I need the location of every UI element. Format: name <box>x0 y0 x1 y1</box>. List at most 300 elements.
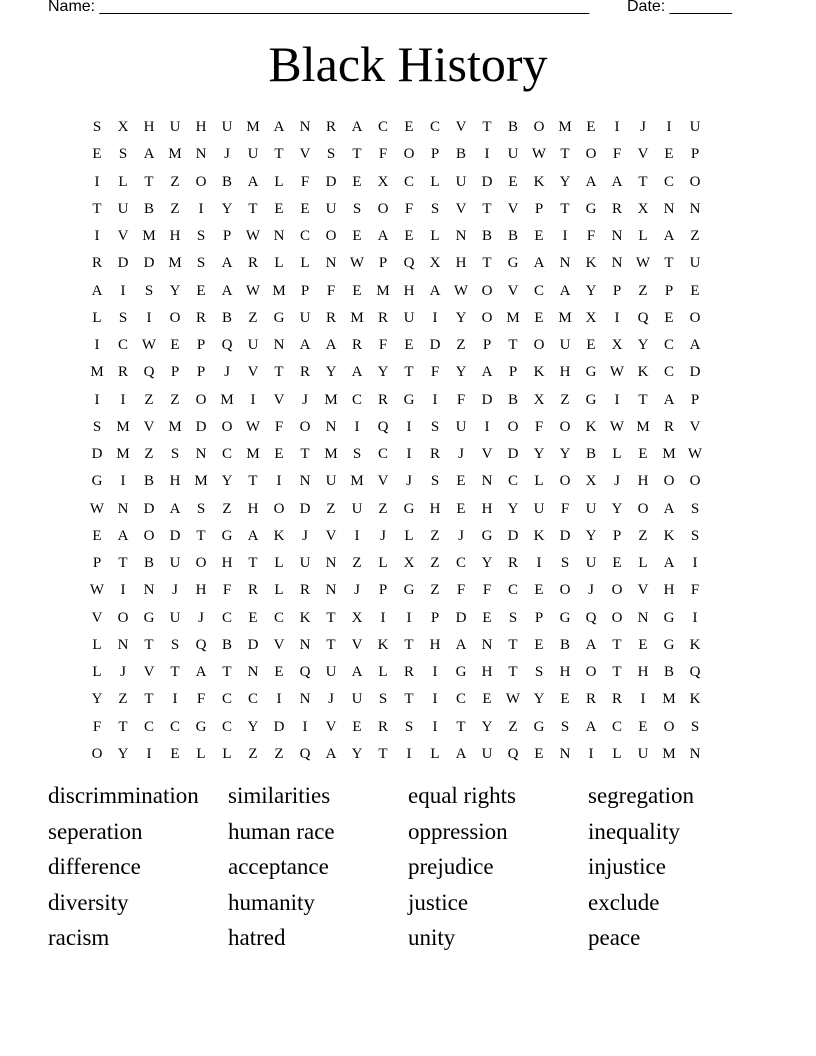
grid-letter[interactable]: E <box>170 337 180 354</box>
grid-letter[interactable]: C <box>663 337 674 354</box>
grid-letter[interactable]: D <box>507 527 519 544</box>
grid-letter[interactable]: O <box>273 500 285 517</box>
grid-letter[interactable]: C <box>299 228 310 245</box>
grid-letter[interactable]: G <box>195 718 207 735</box>
grid-letter[interactable]: A <box>585 718 597 735</box>
grid-letter[interactable]: J <box>354 582 360 599</box>
grid-letter[interactable]: D <box>91 446 103 463</box>
grid-letter[interactable]: L <box>274 173 284 190</box>
grid-letter[interactable]: F <box>534 418 544 435</box>
grid-letter[interactable]: E <box>508 173 518 190</box>
grid-letter[interactable]: P <box>378 582 388 599</box>
grid-letter[interactable]: O <box>663 473 675 490</box>
grid-letter[interactable]: Y <box>221 200 233 217</box>
grid-letter[interactable]: R <box>663 418 674 435</box>
grid-letter[interactable]: S <box>690 527 700 544</box>
grid-letter[interactable]: B <box>507 228 518 245</box>
grid-letter[interactable]: W <box>687 446 703 463</box>
grid-letter[interactable]: I <box>120 473 126 490</box>
grid-letter[interactable]: E <box>274 200 284 217</box>
grid-letter[interactable]: I <box>692 555 698 572</box>
grid-letter[interactable]: W <box>609 364 625 381</box>
grid-letter[interactable]: D <box>247 636 259 653</box>
grid-letter[interactable]: P <box>222 228 232 245</box>
grid-letter[interactable]: P <box>482 337 492 354</box>
grid-letter[interactable]: C <box>507 473 518 490</box>
grid-letter[interactable]: Z <box>352 555 362 572</box>
grid-letter[interactable]: G <box>143 609 155 626</box>
grid-letter[interactable]: A <box>247 527 259 544</box>
grid-letter[interactable]: E <box>560 691 570 708</box>
grid-letter[interactable]: I <box>432 691 438 708</box>
grid-letter[interactable]: E <box>404 119 414 136</box>
grid-letter[interactable]: R <box>403 664 414 681</box>
grid-letter[interactable]: O <box>143 527 155 544</box>
grid-letter[interactable]: J <box>120 664 126 681</box>
grid-letter[interactable]: A <box>91 282 103 299</box>
grid-letter[interactable]: P <box>534 609 544 626</box>
grid-letter[interactable]: V <box>637 582 649 599</box>
grid-letter[interactable]: G <box>585 200 597 217</box>
grid-letter[interactable]: P <box>92 555 102 572</box>
grid-letter[interactable]: P <box>690 146 700 163</box>
grid-letter[interactable]: A <box>351 664 363 681</box>
grid-letter[interactable]: S <box>430 473 440 490</box>
grid-letter[interactable]: F <box>222 582 232 599</box>
grid-letter[interactable]: A <box>611 173 623 190</box>
grid-letter[interactable]: S <box>92 119 102 136</box>
grid-letter[interactable]: O <box>689 473 701 490</box>
grid-letter[interactable]: V <box>377 473 389 490</box>
grid-letter[interactable]: L <box>92 309 102 326</box>
grid-letter[interactable]: U <box>403 309 415 326</box>
grid-letter[interactable]: V <box>325 718 337 735</box>
grid-letter[interactable]: D <box>299 500 311 517</box>
grid-letter[interactable]: U <box>585 555 597 572</box>
grid-letter[interactable]: B <box>143 473 154 490</box>
grid-letter[interactable]: W <box>245 282 261 299</box>
grid-letter[interactable]: Y <box>455 364 467 381</box>
grid-letter[interactable]: N <box>559 745 571 762</box>
grid-letter[interactable]: E <box>690 282 700 299</box>
grid-letter[interactable]: U <box>689 255 701 272</box>
grid-letter[interactable]: A <box>247 173 259 190</box>
grid-letter[interactable]: Y <box>507 500 519 517</box>
grid-letter[interactable]: O <box>559 418 571 435</box>
grid-letter[interactable]: E <box>534 228 544 245</box>
grid-letter[interactable]: C <box>221 446 232 463</box>
grid-letter[interactable]: S <box>534 664 544 681</box>
grid-letter[interactable]: N <box>117 636 129 653</box>
grid-letter[interactable]: C <box>221 609 232 626</box>
grid-letter[interactable]: R <box>299 364 310 381</box>
grid-letter[interactable]: M <box>246 119 260 136</box>
grid-letter[interactable]: S <box>560 718 570 735</box>
grid-letter[interactable]: W <box>89 582 105 599</box>
grid-letter[interactable]: O <box>559 473 571 490</box>
grid-letter[interactable]: P <box>612 282 622 299</box>
grid-letter[interactable]: S <box>196 500 206 517</box>
grid-letter[interactable]: E <box>352 718 362 735</box>
grid-letter[interactable]: M <box>558 119 572 136</box>
grid-letter[interactable]: U <box>559 337 571 354</box>
grid-letter[interactable]: E <box>534 745 544 762</box>
grid-letter[interactable]: H <box>637 473 649 490</box>
grid-letter[interactable]: A <box>273 119 285 136</box>
grid-letter[interactable]: Y <box>351 745 363 762</box>
grid-letter[interactable]: U <box>247 337 259 354</box>
grid-letter[interactable]: I <box>562 228 568 245</box>
grid-letter[interactable]: U <box>169 119 181 136</box>
grid-letter[interactable]: O <box>689 173 701 190</box>
grid-letter[interactable]: E <box>534 309 544 326</box>
grid-letter[interactable]: N <box>195 146 207 163</box>
grid-letter[interactable]: U <box>247 146 259 163</box>
grid-letter[interactable]: J <box>224 364 230 381</box>
grid-letter[interactable]: A <box>689 337 701 354</box>
grid-letter[interactable]: E <box>612 555 622 572</box>
grid-letter[interactable]: S <box>118 146 128 163</box>
grid-letter[interactable]: E <box>586 119 596 136</box>
grid-letter[interactable]: E <box>664 309 674 326</box>
grid-letter[interactable]: J <box>458 527 464 544</box>
grid-letter[interactable]: G <box>507 255 519 272</box>
grid-letter[interactable]: E <box>456 473 466 490</box>
grid-letter[interactable]: Y <box>585 527 597 544</box>
grid-letter[interactable]: L <box>196 745 206 762</box>
grid-letter[interactable]: S <box>560 555 570 572</box>
grid-letter[interactable]: T <box>274 364 284 381</box>
grid-letter[interactable]: O <box>611 582 623 599</box>
grid-letter[interactable]: I <box>692 609 698 626</box>
grid-letter[interactable]: B <box>663 664 674 681</box>
grid-letter[interactable]: U <box>299 309 311 326</box>
grid-letter[interactable]: E <box>638 636 648 653</box>
grid-letter[interactable]: I <box>354 418 360 435</box>
grid-letter[interactable]: A <box>455 636 467 653</box>
grid-letter[interactable]: O <box>689 309 701 326</box>
grid-letter[interactable]: Y <box>169 282 181 299</box>
grid-letter[interactable]: C <box>117 337 128 354</box>
grid-letter[interactable]: G <box>533 718 545 735</box>
grid-letter[interactable]: X <box>377 173 389 190</box>
grid-letter[interactable]: L <box>612 446 622 463</box>
grid-letter[interactable]: S <box>378 691 388 708</box>
grid-letter[interactable]: F <box>456 391 466 408</box>
grid-letter[interactable]: N <box>273 228 285 245</box>
grid-letter[interactable]: Z <box>222 500 232 517</box>
grid-letter[interactable]: V <box>299 146 311 163</box>
grid-letter[interactable]: I <box>120 582 126 599</box>
grid-letter[interactable]: V <box>637 146 649 163</box>
grid-letter[interactable]: P <box>300 282 310 299</box>
grid-letter[interactable]: T <box>638 391 648 408</box>
grid-letter[interactable]: Y <box>637 337 649 354</box>
grid-letter[interactable]: I <box>614 119 620 136</box>
grid-letter[interactable]: S <box>170 446 180 463</box>
grid-letter[interactable]: E <box>482 691 492 708</box>
grid-letter[interactable]: G <box>403 391 415 408</box>
grid-letter[interactable]: P <box>430 146 440 163</box>
grid-letter[interactable]: T <box>118 718 128 735</box>
grid-letter[interactable]: A <box>663 391 675 408</box>
grid-letter[interactable]: J <box>380 527 386 544</box>
grid-letter[interactable]: U <box>325 473 337 490</box>
grid-letter[interactable]: Z <box>430 555 440 572</box>
grid-letter[interactable]: Z <box>326 500 336 517</box>
grid-letter[interactable]: K <box>637 364 649 381</box>
grid-letter[interactable]: P <box>664 282 674 299</box>
grid-letter[interactable]: E <box>456 500 466 517</box>
grid-letter[interactable]: W <box>349 255 365 272</box>
grid-letter[interactable]: S <box>118 309 128 326</box>
grid-letter[interactable]: L <box>300 255 310 272</box>
grid-letter[interactable]: S <box>690 500 700 517</box>
grid-letter[interactable]: I <box>198 200 204 217</box>
grid-letter[interactable]: N <box>247 664 259 681</box>
grid-letter[interactable]: A <box>325 337 337 354</box>
grid-letter[interactable]: O <box>585 664 597 681</box>
grid-letter[interactable]: I <box>536 555 542 572</box>
grid-letter[interactable]: Y <box>325 364 337 381</box>
grid-letter[interactable]: K <box>689 636 701 653</box>
grid-letter[interactable]: V <box>273 636 285 653</box>
grid-letter[interactable]: P <box>534 200 544 217</box>
grid-letter[interactable]: D <box>117 255 129 272</box>
grid-letter[interactable]: N <box>611 228 623 245</box>
grid-letter[interactable]: E <box>534 582 544 599</box>
grid-letter[interactable]: Z <box>144 391 154 408</box>
grid-letter[interactable]: E <box>638 446 648 463</box>
grid-letter[interactable]: L <box>92 664 102 681</box>
grid-letter[interactable]: P <box>196 337 206 354</box>
grid-letter[interactable]: R <box>611 691 622 708</box>
grid-letter[interactable]: X <box>403 555 415 572</box>
grid-letter[interactable]: O <box>611 609 623 626</box>
grid-letter[interactable]: H <box>143 119 155 136</box>
grid-letter[interactable]: A <box>559 282 571 299</box>
grid-letter[interactable]: S <box>352 200 362 217</box>
grid-letter[interactable]: K <box>585 418 597 435</box>
grid-letter[interactable]: V <box>91 609 103 626</box>
grid-letter[interactable]: E <box>170 745 180 762</box>
grid-letter[interactable]: J <box>172 582 178 599</box>
grid-letter[interactable]: Z <box>430 582 440 599</box>
grid-letter[interactable]: R <box>325 309 336 326</box>
grid-letter[interactable]: D <box>429 337 441 354</box>
grid-letter[interactable]: W <box>609 418 625 435</box>
grid-letter[interactable]: M <box>662 446 676 463</box>
grid-letter[interactable]: Z <box>690 228 700 245</box>
grid-letter[interactable]: B <box>507 119 518 136</box>
grid-letter[interactable]: N <box>689 745 701 762</box>
grid-letter[interactable]: T <box>612 664 622 681</box>
grid-letter[interactable]: A <box>325 745 337 762</box>
grid-letter[interactable]: A <box>117 527 129 544</box>
grid-letter[interactable]: F <box>92 718 102 735</box>
grid-letter[interactable]: A <box>299 337 311 354</box>
grid-letter[interactable]: E <box>534 636 544 653</box>
grid-letter[interactable]: U <box>507 146 519 163</box>
grid-letter[interactable]: A <box>663 555 675 572</box>
grid-letter[interactable]: I <box>94 173 100 190</box>
grid-letter[interactable]: S <box>430 200 440 217</box>
grid-letter[interactable]: J <box>198 609 204 626</box>
grid-letter[interactable]: Q <box>377 418 389 435</box>
grid-letter[interactable]: X <box>117 119 129 136</box>
grid-letter[interactable]: V <box>143 418 155 435</box>
grid-letter[interactable]: M <box>662 745 676 762</box>
grid-letter[interactable]: J <box>614 473 620 490</box>
grid-letter[interactable]: O <box>221 418 233 435</box>
grid-letter[interactable]: V <box>481 446 493 463</box>
grid-letter[interactable]: M <box>350 473 364 490</box>
grid-letter[interactable]: G <box>403 500 415 517</box>
grid-letter[interactable]: D <box>507 446 519 463</box>
grid-letter[interactable]: Y <box>559 173 571 190</box>
grid-letter[interactable]: F <box>300 173 310 190</box>
grid-letter[interactable]: U <box>533 500 545 517</box>
grid-letter[interactable]: L <box>638 555 648 572</box>
grid-letter[interactable]: Y <box>221 473 233 490</box>
grid-letter[interactable]: V <box>143 664 155 681</box>
grid-letter[interactable]: R <box>247 255 258 272</box>
grid-letter[interactable]: Q <box>507 745 519 762</box>
grid-letter[interactable]: P <box>612 527 622 544</box>
grid-letter[interactable]: Y <box>533 691 545 708</box>
grid-letter[interactable]: D <box>169 527 181 544</box>
grid-letter[interactable]: I <box>276 473 282 490</box>
grid-letter[interactable]: I <box>432 664 438 681</box>
grid-letter[interactable]: B <box>585 446 596 463</box>
grid-letter[interactable]: L <box>430 173 440 190</box>
grid-letter[interactable]: B <box>143 555 154 572</box>
grid-letter[interactable]: X <box>533 391 545 408</box>
grid-letter[interactable]: Y <box>533 446 545 463</box>
grid-letter[interactable]: P <box>170 364 180 381</box>
grid-letter[interactable]: W <box>453 282 469 299</box>
grid-letter[interactable]: J <box>302 527 308 544</box>
grid-letter[interactable]: R <box>377 391 388 408</box>
grid-letter[interactable]: Q <box>689 664 701 681</box>
grid-letter[interactable]: T <box>144 691 154 708</box>
grid-letter[interactable]: O <box>481 282 493 299</box>
grid-letter[interactable]: B <box>507 391 518 408</box>
grid-letter[interactable]: I <box>432 309 438 326</box>
grid-letter[interactable]: C <box>663 173 674 190</box>
grid-letter[interactable]: D <box>195 418 207 435</box>
grid-letter[interactable]: I <box>406 745 412 762</box>
grid-letter[interactable]: I <box>250 391 256 408</box>
grid-letter[interactable]: L <box>430 228 440 245</box>
grid-letter[interactable]: H <box>663 582 675 599</box>
grid-letter[interactable]: T <box>560 200 570 217</box>
grid-letter[interactable]: C <box>351 391 362 408</box>
grid-letter[interactable]: M <box>636 418 650 435</box>
grid-letter[interactable]: A <box>481 364 493 381</box>
grid-letter[interactable]: F <box>378 146 388 163</box>
grid-letter[interactable]: T <box>508 636 518 653</box>
grid-letter[interactable]: J <box>302 391 308 408</box>
grid-letter[interactable]: D <box>455 609 467 626</box>
grid-letter[interactable]: I <box>614 309 620 326</box>
grid-letter[interactable]: K <box>689 691 701 708</box>
grid-letter[interactable]: L <box>118 173 128 190</box>
grid-letter[interactable]: F <box>196 691 206 708</box>
grid-letter[interactable]: S <box>404 718 414 735</box>
grid-letter[interactable]: E <box>482 609 492 626</box>
grid-letter[interactable]: I <box>302 718 308 735</box>
name-field[interactable]: Name: _______________________________________________________ <box>48 0 589 15</box>
grid-letter[interactable]: Q <box>637 309 649 326</box>
grid-letter[interactable]: X <box>585 473 597 490</box>
grid-letter[interactable]: E <box>248 609 258 626</box>
grid-letter[interactable]: X <box>611 337 623 354</box>
grid-letter[interactable]: N <box>637 609 649 626</box>
grid-letter[interactable]: L <box>222 745 232 762</box>
grid-letter[interactable]: F <box>326 282 336 299</box>
grid-letter[interactable]: T <box>222 664 232 681</box>
grid-letter[interactable]: R <box>195 309 206 326</box>
grid-letter[interactable]: O <box>169 309 181 326</box>
grid-letter[interactable]: Z <box>274 745 284 762</box>
grid-letter[interactable]: Q <box>221 337 233 354</box>
grid-letter[interactable]: I <box>94 391 100 408</box>
grid-letter[interactable]: P <box>508 364 518 381</box>
grid-letter[interactable]: L <box>274 555 284 572</box>
grid-letter[interactable]: U <box>325 664 337 681</box>
grid-letter[interactable]: Z <box>378 500 388 517</box>
grid-letter[interactable]: M <box>220 391 234 408</box>
grid-letter[interactable]: S <box>196 255 206 272</box>
grid-letter[interactable]: G <box>481 527 493 544</box>
grid-letter[interactable]: W <box>89 500 105 517</box>
grid-letter[interactable]: Z <box>248 309 258 326</box>
grid-letter[interactable]: H <box>169 228 181 245</box>
grid-letter[interactable]: A <box>455 745 467 762</box>
grid-letter[interactable]: E <box>92 527 102 544</box>
grid-letter[interactable]: D <box>273 718 285 735</box>
grid-letter[interactable]: G <box>585 391 597 408</box>
grid-letter[interactable]: M <box>350 309 364 326</box>
grid-letter[interactable]: L <box>612 745 622 762</box>
grid-letter[interactable]: N <box>481 473 493 490</box>
grid-letter[interactable]: O <box>377 200 389 217</box>
grid-letter[interactable]: U <box>351 500 363 517</box>
grid-letter[interactable]: N <box>559 255 571 272</box>
grid-letter[interactable]: U <box>169 555 181 572</box>
grid-letter[interactable]: A <box>221 282 233 299</box>
grid-letter[interactable]: Z <box>170 200 180 217</box>
grid-letter[interactable]: F <box>456 582 466 599</box>
grid-letter[interactable]: E <box>404 337 414 354</box>
grid-letter[interactable]: R <box>351 337 362 354</box>
grid-letter[interactable]: A <box>663 500 675 517</box>
grid-letter[interactable]: R <box>91 255 102 272</box>
grid-letter[interactable]: O <box>195 555 207 572</box>
grid-letter[interactable]: D <box>559 527 571 544</box>
grid-letter[interactable]: G <box>663 609 675 626</box>
grid-letter[interactable]: G <box>403 582 415 599</box>
grid-letter[interactable]: H <box>247 500 259 517</box>
grid-letter[interactable]: C <box>611 718 622 735</box>
grid-letter[interactable]: T <box>326 609 336 626</box>
grid-letter[interactable]: G <box>91 473 103 490</box>
grid-letter[interactable]: K <box>663 527 675 544</box>
grid-letter[interactable]: S <box>92 418 102 435</box>
grid-letter[interactable]: W <box>141 337 157 354</box>
grid-letter[interactable]: E <box>274 664 284 681</box>
